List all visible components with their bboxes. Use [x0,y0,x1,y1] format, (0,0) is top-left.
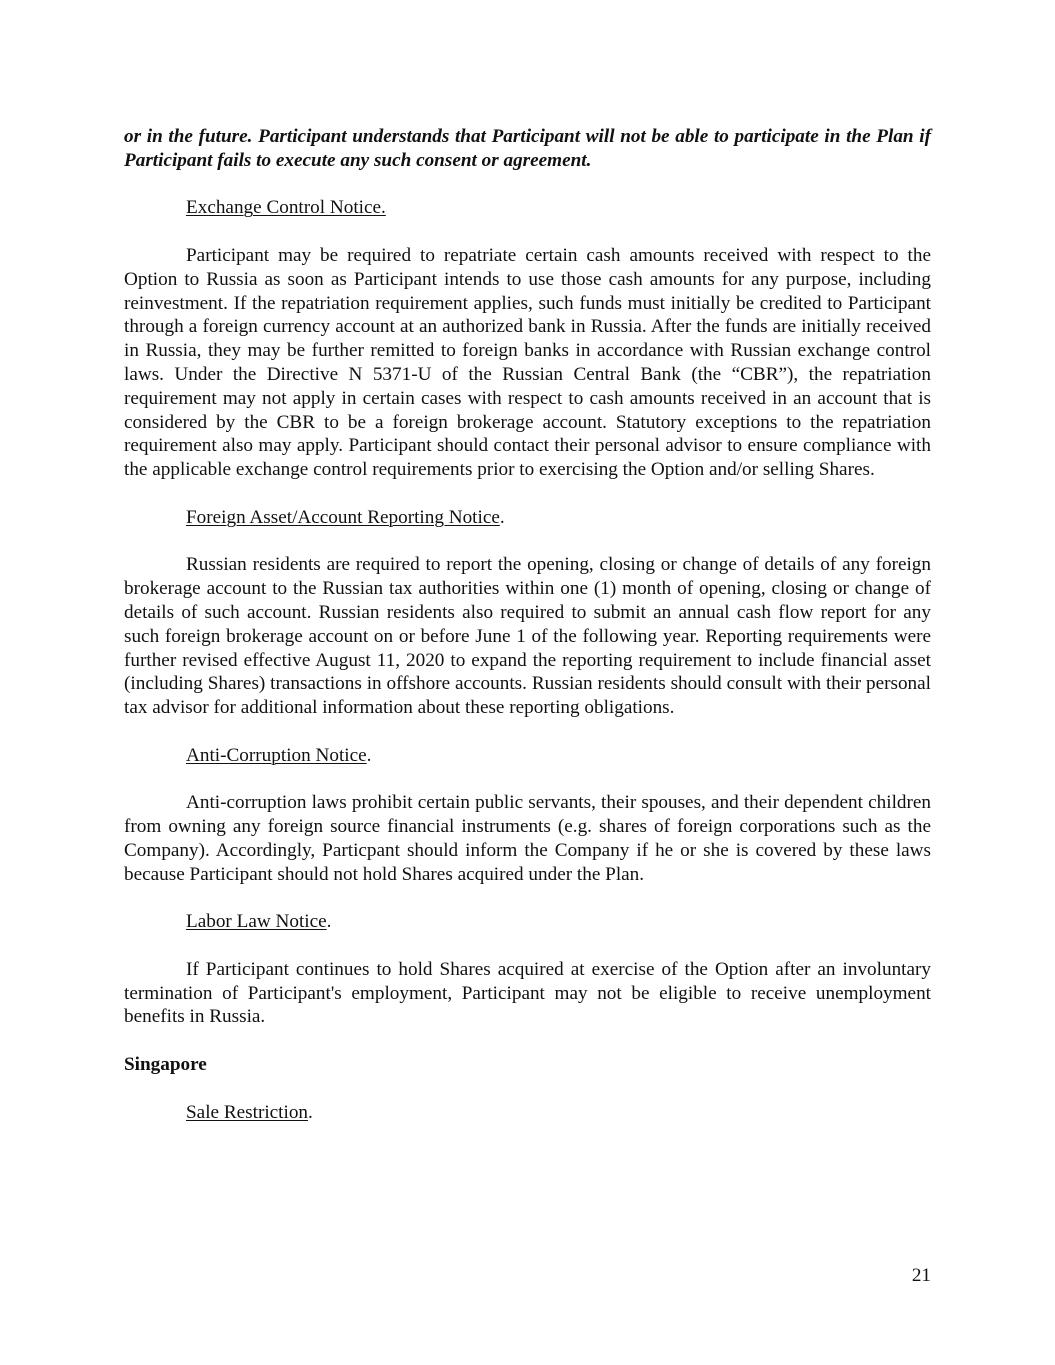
foreign-asset-heading-period: . [499,506,505,528]
sale-restriction-heading [124,1101,931,1125]
foreign-asset-heading-text: Foreign Asset/Account Reporting Notice [186,506,500,528]
anti-corruption-body: Anti-corruption laws prohibit certain public servants, their spouses, and their dependent children from owning any foreign source financial instruments (e.g. shares of foreign corporations such as the Company). Accordingly, Particpant should inform the Company if he or she is covered by these laws because Participant should not hold Shares acquired under the Plan. [124,792,931,885]
exchange-control-heading-text: Exchange Control Notice. [186,197,386,219]
country-heading-singapore: Singapore [124,1054,207,1076]
exchange-control-heading [124,196,931,220]
labor-law-heading [124,910,931,934]
anti-corruption-heading [124,744,931,768]
page-number: 21 [911,1265,931,1286]
foreign-asset-heading [124,506,931,530]
labor-law-heading-period: . [326,911,332,933]
sale-restriction-heading-text: Sale Restriction [186,1101,309,1123]
foreign-asset-body: Russian residents are required to report the opening, closing or change of details of any foreign brokerage account to the Russian tax authorities within one (1) month of opening, closing or change of details of such account. Russian residents also required to submit an annual cash flow report for any such foreign brokerage account on or before June 1 of the following year. Reporting requirements were further revised effective August 11, 2020 to expand the reporting requirement to include financial asset (including Shares) transactions in offshore accounts. Russian residents should consult with their personal tax advisor for additional information about these reporting obligations. [124,554,931,719]
intro-paragraph: or in the future. Participant understands that Participant will not be able to participate in the Plan if Participant fails to execute any such consent or agreement. [124,126,931,171]
exchange-control-body: Participant may be required to repatriate certain cash amounts received with respect to the Option to Russia as soon as Participant intends to use those cash amounts for any purpose, including reinvestment. If the repatriation requirement applies, such funds must initially be credited to Participant through a foreign currency account at an authorized bank in Russia. After the funds are initially received in Russia, they may be further remitted to foreign banks in accordance with Russian exchange control laws. Under the Directive N 5371-U of the Russian Central Bank (the “CBR”), the repatriation requirement may not apply in certain cases with respect to cash amounts received in an account that is considered by the CBR to be a foreign brokerage account. Statutory exceptions to the repatriation requirement also may apply. Participant should contact their personal advisor to ensure compliance with the applicable exchange control requirements prior to exercising the Option and/or selling Shares. [124,244,931,481]
document-page [124,125,931,1148]
labor-law-body: If Participant continues to hold Shares acquired at exercise of the Option after an involuntary termination of Participant's employment, Participant may not be eligible to receive unemployment benefits in Russia. [124,958,931,1028]
anti-corruption-heading-text: Anti-Corruption Notice [186,744,367,766]
sale-restriction-heading-period: . [308,1101,313,1123]
anti-corruption-heading-period: . [366,744,372,766]
labor-law-heading-text: Labor Law Notice [186,911,327,933]
